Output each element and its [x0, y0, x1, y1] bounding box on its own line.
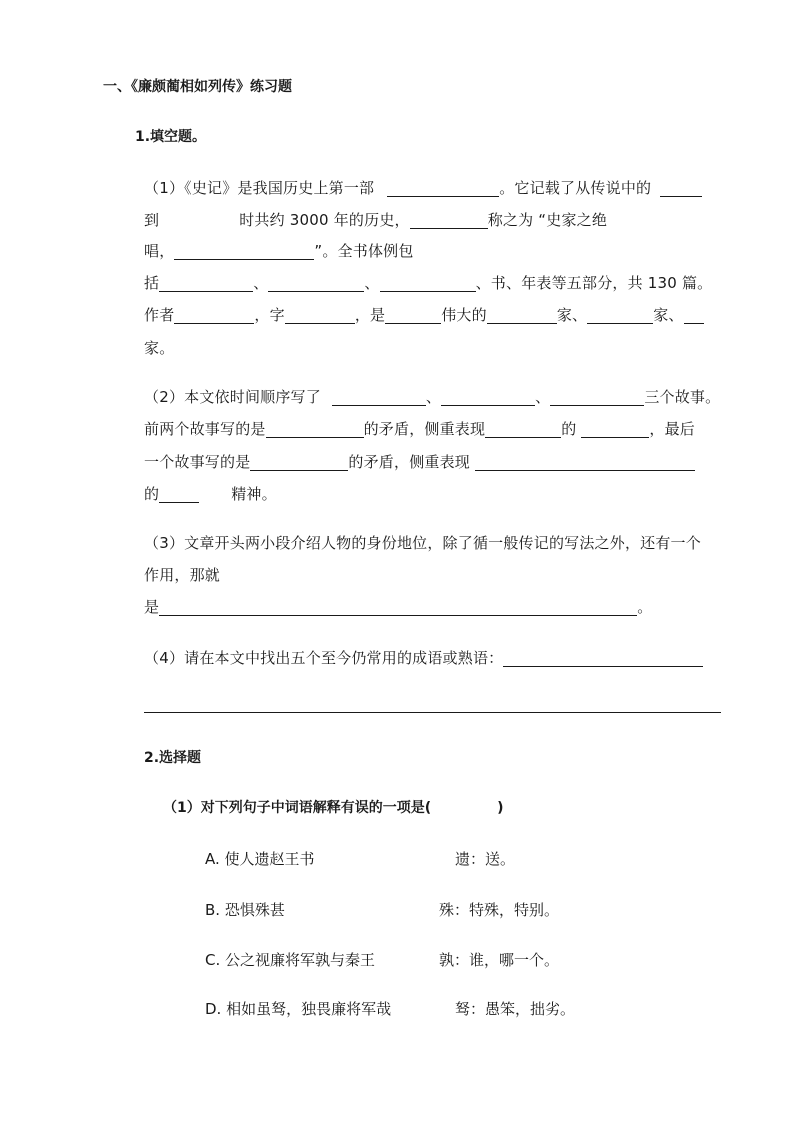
- q1-p3-line-3: 是 。: [144, 598, 653, 616]
- answer-blank[interactable]: [387, 180, 499, 197]
- answer-blank[interactable]: [159, 275, 253, 292]
- option-c-gloss: 孰：谁，哪一个。: [439, 951, 560, 969]
- answer-blank[interactable]: [581, 421, 649, 438]
- q1-p1-line-1: （1）《史记》是我国历史上第一部 。它记载了从传说中的: [144, 177, 702, 198]
- answer-blank[interactable]: [485, 421, 561, 438]
- option-b-label[interactable]: B. 恐惧殊甚: [205, 901, 285, 919]
- option-a-label[interactable]: A. 使人遗赵王书: [205, 850, 315, 868]
- section-title: 一、《廉颇蔺相如列传》练习题: [103, 79, 292, 95]
- answer-blank[interactable]: [441, 389, 535, 406]
- q1-p1-line-4: 括 、 、 、书、年表等五部分，共 130 篇。: [144, 274, 713, 292]
- q1-p2-line-1: （2）本文依时间顺序写了 、 、 三个故事。: [144, 388, 721, 406]
- answer-blank[interactable]: [159, 486, 199, 503]
- answer-blank[interactable]: [266, 421, 364, 438]
- q1-p3-line-1: （3）文章开头两小段介绍人物的身份地位，除了循一般传记的写法之外，还有一个: [144, 534, 701, 552]
- q1-p1-line-2: 到 时共约 3000 年的历史， 称之为 “史家之绝: [144, 211, 608, 229]
- option-b-gloss: 殊：特殊，特别。: [439, 901, 560, 919]
- answer-blank[interactable]: [174, 307, 254, 324]
- question-2-title: 2.选择题: [144, 750, 202, 766]
- q1-p3-line-2: 作用，那就: [144, 566, 221, 584]
- answer-blank[interactable]: [587, 307, 653, 324]
- answer-blank[interactable]: [410, 212, 488, 229]
- answer-blank[interactable]: [250, 454, 348, 471]
- q1-p1-line-3: 唱， ”。全书体例包: [144, 242, 414, 260]
- q1-p1-line-5: 作者 ，字 ，是 伟大的 家、 家、: [144, 304, 704, 325]
- q1-p2-line-3: 一个故事写的是 的矛盾，侧重表现: [144, 451, 695, 472]
- answer-line[interactable]: [144, 712, 721, 713]
- answer-blank[interactable]: [380, 275, 476, 292]
- answer-blank[interactable]: [660, 180, 702, 197]
- answer-blank[interactable]: [684, 307, 704, 324]
- option-d-gloss: 驽：愚笨，拙劣。: [455, 1000, 576, 1018]
- option-c-label[interactable]: C. 公之视廉将军孰与秦王: [205, 951, 376, 969]
- q2-sub1-stem: （1）对下列句子中词语解释有误的一项是( ): [163, 800, 504, 816]
- answer-blank[interactable]: [285, 307, 355, 324]
- q1-p2-line-4: 的 精神。: [144, 485, 277, 503]
- answer-blank[interactable]: [159, 599, 637, 616]
- answer-blank[interactable]: [332, 389, 426, 406]
- q1-p4-line-1: （4）请在本文中找出五个至今仍常用的成语或熟语：: [144, 647, 703, 668]
- answer-blank[interactable]: [550, 389, 644, 406]
- question-1-title: 1.填空题。: [135, 129, 207, 145]
- option-d-label[interactable]: D. 相如虽驽，独畏廉将军哉: [205, 1000, 392, 1018]
- answer-blank[interactable]: [385, 307, 441, 324]
- answer-blank[interactable]: [503, 650, 703, 667]
- answer-blank[interactable]: [475, 454, 695, 471]
- answer-blank[interactable]: [174, 243, 314, 260]
- option-a-gloss: 遗：送。: [455, 850, 516, 868]
- answer-blank[interactable]: [268, 275, 364, 292]
- answer-blank[interactable]: [487, 307, 557, 324]
- q1-p1-line-6: 家。: [144, 339, 175, 357]
- q1-p2-line-2: 前两个故事写的是 的矛盾，侧重表现 的 ，最后: [144, 420, 695, 438]
